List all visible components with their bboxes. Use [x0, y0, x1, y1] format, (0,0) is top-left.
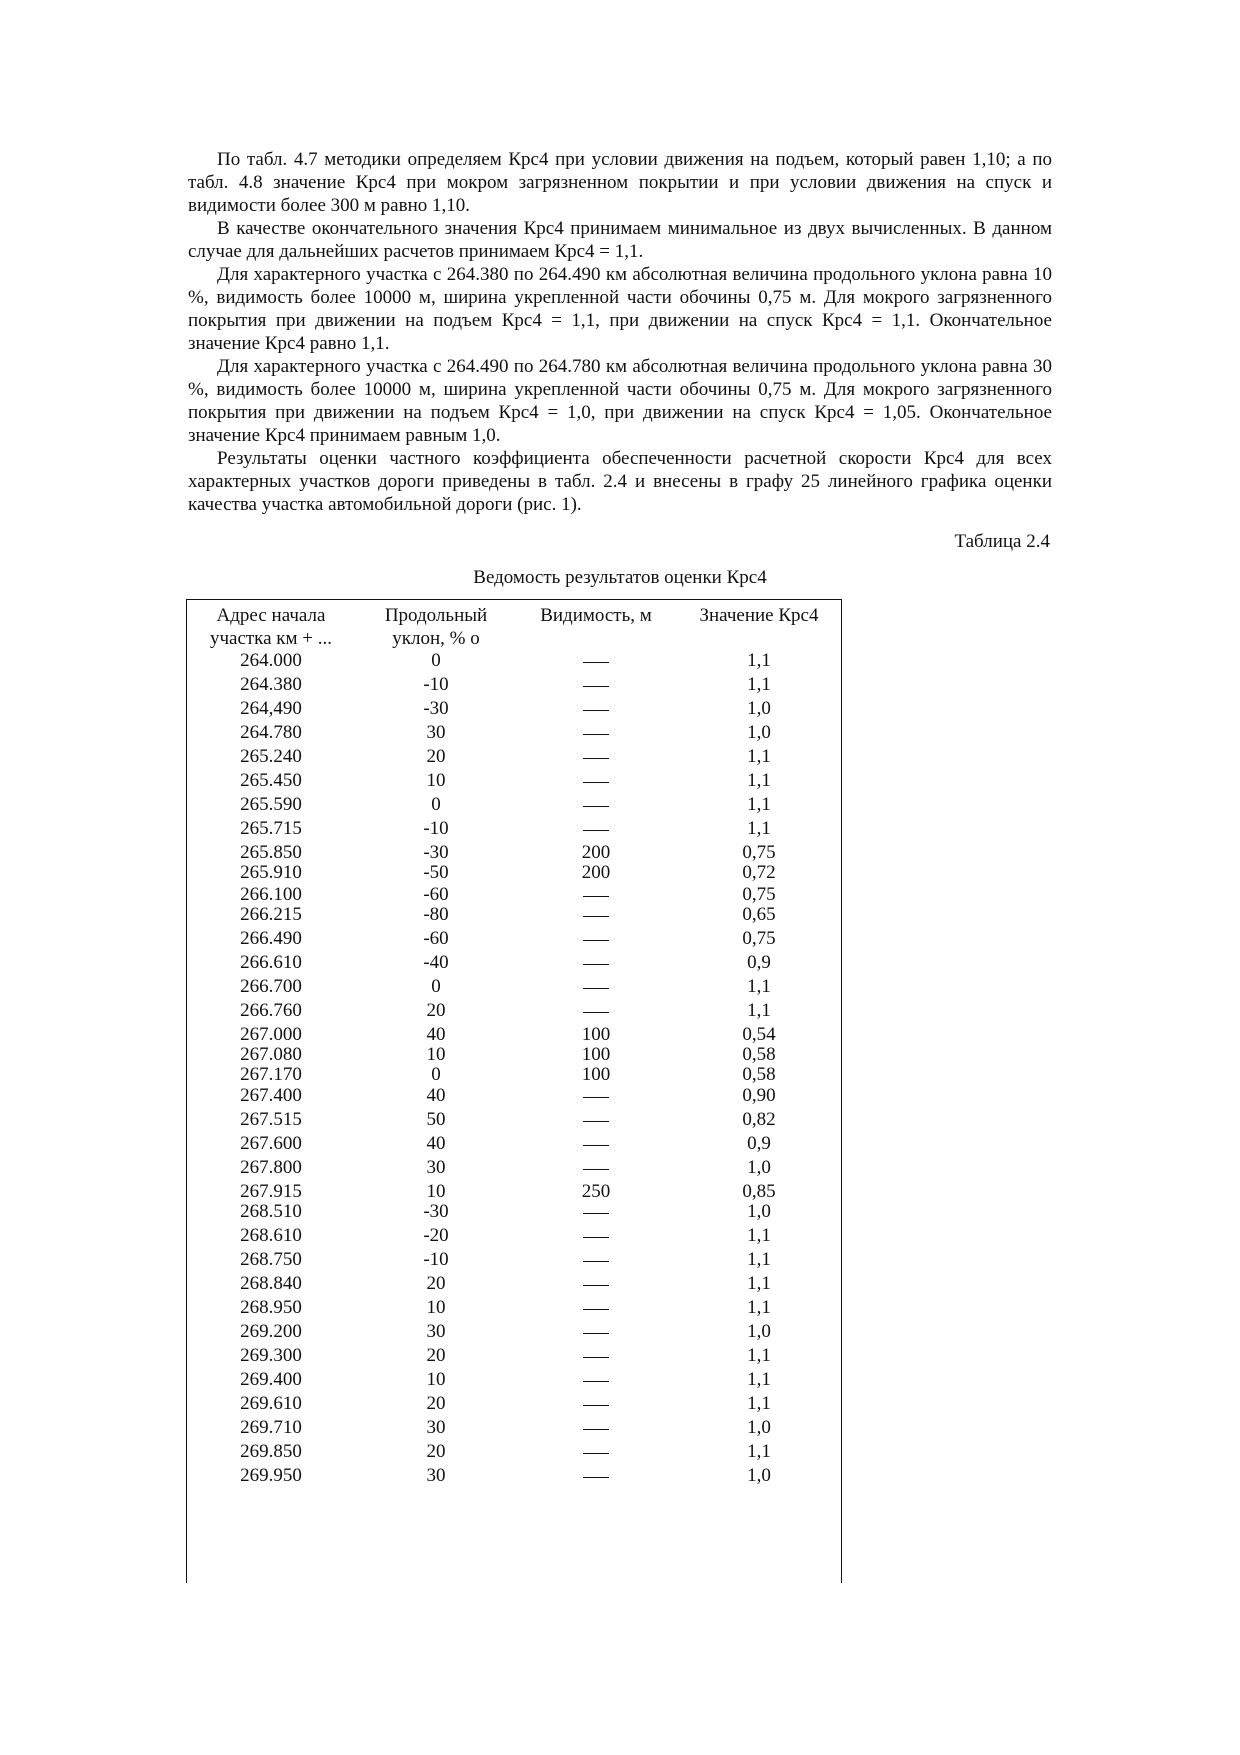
dash-mark: [583, 662, 609, 663]
cell-visibility: [516, 769, 676, 792]
table-row: [186, 1464, 842, 1487]
cell-slope: 40: [426, 1085, 446, 1106]
cell-address: 269.610: [240, 1393, 302, 1414]
dash-mark: [583, 1169, 609, 1170]
cell-visibility: [516, 745, 676, 768]
table-row: [186, 1108, 842, 1131]
cell-visibility: [516, 951, 676, 974]
dash-mark: [583, 940, 609, 941]
cell-slope: -40: [423, 952, 449, 973]
table-row: [186, 861, 842, 884]
cell-value: 1,1: [747, 1249, 771, 1270]
cell-slope: 10: [426, 1044, 446, 1065]
cell-visibility: [516, 1320, 676, 1343]
cell-slope: 20: [426, 1000, 446, 1021]
body-text: [188, 148, 1052, 516]
cell-value: 0,75: [742, 842, 776, 863]
cell-visibility: [516, 1392, 676, 1415]
cell-slope: 30: [426, 1157, 446, 1178]
cell-slope: 0: [431, 650, 441, 671]
cell-value: 1,0: [747, 698, 771, 719]
cell-slope: -30: [423, 1201, 449, 1222]
paragraph: По табл. 4.7 методики определяем Крс4 при условии движения на подъем, который равен 1,10; а по табл. 4.8 значение Крс4 при мокром загрязненном покрытии и при условии движения на спуск и видимости более 300 м равно 1,10.: [188, 149, 1052, 216]
table-row: [186, 1224, 842, 1247]
cell-visibility: 200: [581, 862, 611, 883]
cell-visibility: [516, 1084, 676, 1107]
cell-address: 266.610: [240, 952, 302, 973]
cell-visibility: [516, 903, 676, 926]
dash-mark: [583, 710, 609, 711]
table-row: [186, 745, 842, 768]
cell-address: 266.100: [240, 884, 302, 905]
table-row: [186, 1248, 842, 1271]
cell-address: 265.715: [240, 818, 302, 839]
cell-address: 266.215: [240, 904, 302, 925]
cell-slope: -10: [423, 674, 449, 695]
cell-address: 269.710: [240, 1417, 302, 1438]
table-row: [186, 697, 842, 720]
cell-value: 0,58: [742, 1044, 776, 1065]
cell-address: 267.800: [240, 1157, 302, 1178]
cell-address: 264.780: [240, 722, 302, 743]
cell-address: 265.450: [240, 770, 302, 791]
cell-slope: -10: [423, 1249, 449, 1270]
cell-visibility: [516, 1248, 676, 1271]
dash-mark: [583, 1213, 609, 1214]
dash-mark: [583, 1261, 609, 1262]
dash-mark: [583, 1012, 609, 1013]
cell-visibility: [516, 1368, 676, 1391]
cell-slope: 40: [426, 1024, 446, 1045]
cell-slope: 0: [431, 1064, 441, 1085]
cell-visibility: 200: [581, 842, 611, 863]
cell-visibility: [516, 697, 676, 720]
header-slope: [356, 604, 516, 650]
dash-mark: [583, 830, 609, 831]
cell-slope: -10: [423, 818, 449, 839]
dash-mark: [583, 1381, 609, 1382]
header-address: [186, 604, 356, 650]
cell-visibility: [516, 721, 676, 744]
table-row: [186, 769, 842, 792]
cell-address: 269.200: [240, 1321, 302, 1342]
cell-value: 0,9: [747, 952, 771, 973]
dash-mark: [583, 1285, 609, 1286]
cell-slope: 20: [426, 1273, 446, 1294]
table-row: [186, 1200, 842, 1223]
table-row: [186, 1344, 842, 1367]
cell-slope: -30: [423, 842, 449, 863]
dash-mark: [583, 988, 609, 989]
cell-value: 1,1: [747, 1393, 771, 1414]
cell-visibility: [516, 1108, 676, 1131]
cell-value: 1,1: [747, 976, 771, 997]
cell-address: 267.915: [240, 1181, 302, 1202]
cell-value: 1,1: [747, 794, 771, 815]
table-row: [186, 649, 842, 672]
cell-address: 268.840: [240, 1273, 302, 1294]
table-row: [186, 1416, 842, 1439]
cell-value: 1,1: [747, 1297, 771, 1318]
cell-value: 1,1: [747, 1345, 771, 1366]
cell-visibility: 100: [581, 1044, 611, 1065]
cell-address: 269.400: [240, 1369, 302, 1390]
cell-value: 1,0: [747, 1157, 771, 1178]
cell-value: 1,1: [747, 674, 771, 695]
cell-address: 265.240: [240, 746, 302, 767]
cell-slope: 50: [426, 1109, 446, 1130]
cell-slope: 10: [426, 1369, 446, 1390]
table-row: [186, 903, 842, 926]
cell-address: 269.300: [240, 1345, 302, 1366]
table-row: [186, 951, 842, 974]
cell-address: 267.080: [240, 1044, 302, 1065]
dash-mark: [583, 758, 609, 759]
cell-value: 1,1: [747, 746, 771, 767]
cell-slope: 0: [431, 794, 441, 815]
header-value: Значение Крс4: [699, 605, 819, 626]
table-row: [186, 673, 842, 696]
cell-slope: -60: [423, 928, 449, 949]
header-slope-line2: уклон, % о: [392, 628, 480, 649]
table-number-label: Таблица 2.4: [954, 531, 1050, 552]
cell-address: 267.600: [240, 1133, 302, 1154]
cell-address: 264.000: [240, 650, 302, 671]
cell-visibility: [516, 1156, 676, 1179]
cell-value: 1,1: [747, 1000, 771, 1021]
cell-slope: 10: [426, 770, 446, 791]
cell-slope: -30: [423, 698, 449, 719]
dash-mark: [583, 782, 609, 783]
table-title: Ведомость результатов оценки Крс4: [473, 567, 767, 588]
cell-slope: -50: [423, 862, 449, 883]
cell-address: 265.910: [240, 862, 302, 883]
table-row: [186, 1320, 842, 1343]
cell-value: 1,1: [747, 1273, 771, 1294]
cell-slope: 30: [426, 1417, 446, 1438]
cell-address: 268.610: [240, 1225, 302, 1246]
cell-address: 264,490: [240, 698, 302, 719]
table-row: [186, 721, 842, 744]
cell-value: 0,65: [742, 904, 776, 925]
table-row: [186, 1440, 842, 1463]
cell-visibility: [516, 817, 676, 840]
table-row: [186, 999, 842, 1022]
paragraph: Для характерного участка с 264.490 по 264.780 км абсолютная величина продольного уклона равна 30 %, видимость более 10000 м, ширина укрепленной части обочины 0,75 м. Для мокрого загрязненного покрытия при движении на подъем Крс4 = 1,0, при движении на спуск Крс4 = 1,05. Окончательное значение Крс4 принимаем равным 1,0.: [188, 356, 1052, 446]
dash-mark: [583, 896, 609, 897]
cell-visibility: 100: [581, 1024, 611, 1045]
cell-address: 265.590: [240, 794, 302, 815]
header-address-line1: Адрес начала: [216, 605, 326, 626]
paragraph: В качестве окончательного значения Крс4 принимаем минимальное из двух вычисленных. В данном случае для дальнейших расчетов принимаем Крс4 = 1,1.: [188, 218, 1052, 262]
cell-value: 1,0: [747, 722, 771, 743]
cell-address: 268.950: [240, 1297, 302, 1318]
cell-value: 0,90: [742, 1085, 776, 1106]
cell-value: 1,0: [747, 1465, 771, 1486]
header-visibility: Видимость, м: [540, 605, 652, 626]
cell-address: 264.380: [240, 674, 302, 695]
cell-visibility: [516, 1416, 676, 1439]
cell-slope: 20: [426, 746, 446, 767]
dash-mark: [583, 1429, 609, 1430]
dash-mark: [583, 1121, 609, 1122]
cell-slope: -60: [423, 884, 449, 905]
cell-address: 266.490: [240, 928, 302, 949]
cell-value: 1,1: [747, 1441, 771, 1462]
table-row: [186, 1063, 842, 1086]
cell-visibility: [516, 673, 676, 696]
cell-slope: 30: [426, 1465, 446, 1486]
cell-address: 267.170: [240, 1064, 302, 1085]
cell-address: 267.000: [240, 1024, 302, 1045]
cell-visibility: [516, 1272, 676, 1295]
cell-value: 0,72: [742, 862, 776, 883]
cell-slope: -80: [423, 904, 449, 925]
cell-slope: 20: [426, 1345, 446, 1366]
cell-visibility: [516, 927, 676, 950]
cell-value: 1,1: [747, 770, 771, 791]
table-row: [186, 927, 842, 950]
header-address-line2: участка км + ...: [209, 628, 333, 649]
paragraph: Для характерного участка с 264.380 по 264.490 км абсолютная величина продольного уклона равна 10 %, видимость более 10000 м, ширина укрепленной части обочины 0,75 м. Для мокрого загрязненного покрытия при движении на подъем Крс4 = 1,1, при движении на спуск Крс4 = 1,1. Окончательное значение Крс4 равно 1,1.: [188, 264, 1052, 354]
cell-visibility: [516, 1344, 676, 1367]
cell-address: 266.700: [240, 976, 302, 997]
header-slope-line1: Продольный: [384, 605, 488, 626]
table-row: [186, 1132, 842, 1155]
cell-slope: 30: [426, 1321, 446, 1342]
cell-slope: -20: [423, 1225, 449, 1246]
cell-value: 1,0: [747, 1417, 771, 1438]
cell-value: 0,75: [742, 884, 776, 905]
cell-slope: 20: [426, 1393, 446, 1414]
table-header-row: [186, 604, 842, 652]
dash-mark: [583, 686, 609, 687]
cell-address: 269.950: [240, 1465, 302, 1486]
cell-visibility: [516, 975, 676, 998]
cell-slope: 0: [431, 976, 441, 997]
cell-visibility: [516, 1296, 676, 1319]
dash-mark: [583, 806, 609, 807]
table-row: [186, 1392, 842, 1415]
cell-visibility: [516, 999, 676, 1022]
cell-visibility: [516, 793, 676, 816]
cell-visibility: [516, 1464, 676, 1487]
table-row: [186, 1296, 842, 1319]
cell-visibility: [516, 649, 676, 672]
cell-value: 1,1: [747, 818, 771, 839]
cell-value: 1,1: [747, 1225, 771, 1246]
cell-value: 1,0: [747, 1321, 771, 1342]
cell-value: 0,85: [742, 1181, 776, 1202]
cell-visibility: 100: [581, 1064, 611, 1085]
dash-mark: [583, 1309, 609, 1310]
dash-mark: [583, 734, 609, 735]
cell-value: 0,58: [742, 1064, 776, 1085]
dash-mark: [583, 1405, 609, 1406]
cell-slope: 10: [426, 1181, 446, 1202]
cell-address: 267.400: [240, 1085, 302, 1106]
dash-mark: [583, 1333, 609, 1334]
cell-value: 0,54: [742, 1024, 776, 1045]
cell-slope: 20: [426, 1441, 446, 1462]
cell-address: 266.760: [240, 1000, 302, 1021]
table-row: [186, 1272, 842, 1295]
cell-value: 0,75: [742, 928, 776, 949]
cell-value: 0,82: [742, 1109, 776, 1130]
cell-visibility: [516, 1132, 676, 1155]
cell-address: 267.515: [240, 1109, 302, 1130]
cell-visibility: [516, 1200, 676, 1223]
cell-value: 0,9: [747, 1133, 771, 1154]
dash-mark: [583, 1453, 609, 1454]
dash-mark: [583, 1357, 609, 1358]
cell-value: 1,0: [747, 1201, 771, 1222]
cell-slope: 40: [426, 1133, 446, 1154]
table-row: [186, 1156, 842, 1179]
dash-mark: [583, 1145, 609, 1146]
cell-address: 269.850: [240, 1441, 302, 1462]
cell-visibility: [516, 1224, 676, 1247]
dash-mark: [583, 916, 609, 917]
table-row: [186, 1368, 842, 1391]
cell-address: 268.750: [240, 1249, 302, 1270]
dash-mark: [583, 1237, 609, 1238]
cell-value: 1,1: [747, 650, 771, 671]
dash-mark: [583, 1477, 609, 1478]
table-row: [186, 975, 842, 998]
dash-mark: [583, 1097, 609, 1098]
cell-value: 1,1: [747, 1369, 771, 1390]
dash-mark: [583, 964, 609, 965]
table-row: [186, 1084, 842, 1107]
paragraph: Результаты оценки частного коэффициента обеспеченности расчетной скорости Крс4 для всех характерных участков дороги приведены в табл. 2.4 и внесены в графу 25 линейного графика оценки качества участка автомобильной дороги (рис. 1).: [188, 448, 1052, 515]
cell-slope: 30: [426, 722, 446, 743]
cell-address: 268.510: [240, 1201, 302, 1222]
cell-visibility: 250: [581, 1181, 611, 1202]
table-row: [186, 793, 842, 816]
cell-slope: 10: [426, 1297, 446, 1318]
table-row: [186, 817, 842, 840]
cell-visibility: [516, 1440, 676, 1463]
cell-address: 265.850: [240, 842, 302, 863]
